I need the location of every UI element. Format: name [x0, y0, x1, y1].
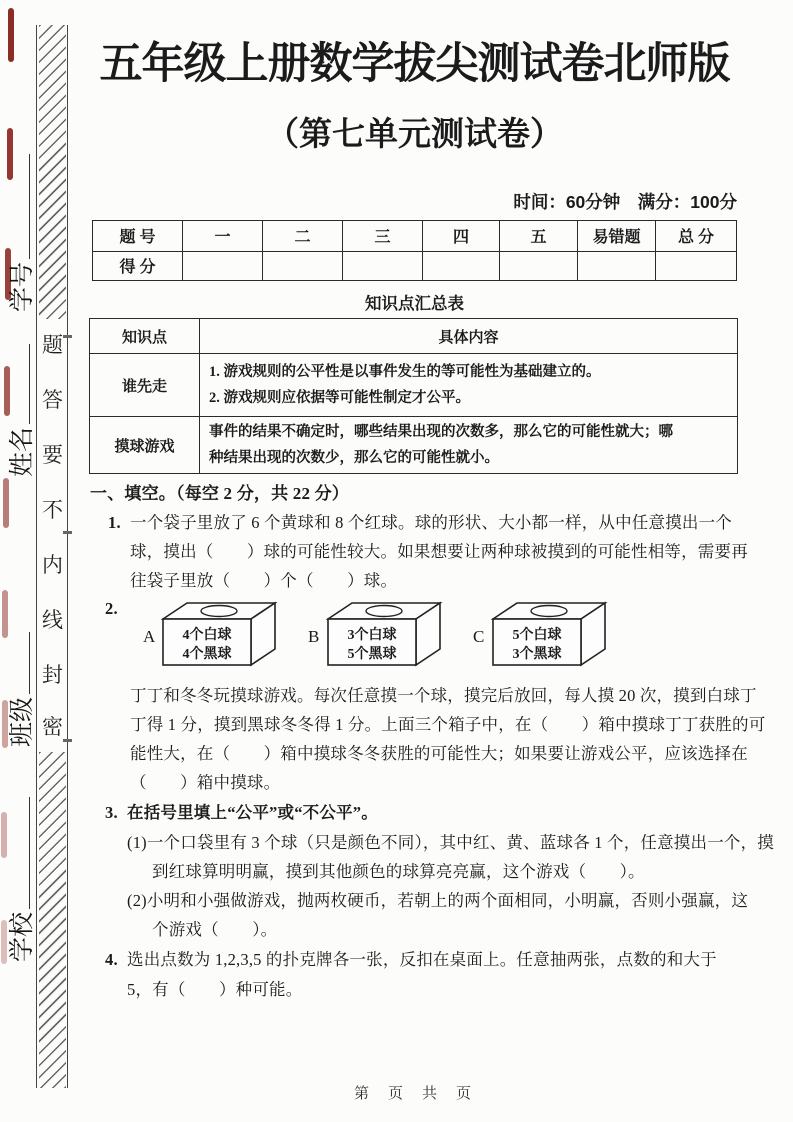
box-a-black: 4个黑球: [182, 647, 232, 662]
student-id-label: [4, 127, 34, 312]
q2-line: 丁丁和冬冬玩摸球游戏。每次任意摸一个球，摸完后放回，每人摸 20 次，摸到白球丁: [130, 686, 757, 705]
knowledge-table: [89, 318, 738, 474]
seal-char: 答: [42, 388, 63, 412]
score-empty-cell: [342, 251, 422, 281]
score-col-header: 题 号: [119, 229, 156, 247]
binding-edge-mark: [3, 478, 9, 528]
seal-char: 封: [42, 663, 63, 687]
knowledge-content: [199, 416, 737, 473]
q3-sub1-line: 到红球算明明赢，摸到其他颜色的球算亮亮赢，这个游戏（ ）。: [152, 862, 645, 881]
q4-line: 选出点数为 1,2,3,5 的扑克牌各一张，反扣在桌面上。任意抽两张，点数的和大于: [127, 950, 717, 969]
q4-number: 4.: [105, 950, 118, 969]
box-a-label: A: [143, 627, 156, 646]
page-footer: 第 页 共 页: [353, 1085, 473, 1102]
box-b-white: 3个白球: [347, 628, 397, 643]
score-table: [92, 220, 737, 281]
knowledge-content-line: 事件的结果不确定时，哪些结果出现的次数多，那么它的可能性就大；哪: [209, 424, 673, 440]
q3-sub1-line: (1)一个口袋里有 3 个球（只是颜色不同），其中红、黄、蓝球各 1 个，任意摸出一个，摸: [127, 833, 774, 852]
knowledge-col-header: 知识点: [121, 329, 167, 346]
box-b-label: B: [308, 627, 320, 646]
score-col-header: 二: [262, 221, 342, 251]
student-id-text: 学号: [9, 261, 36, 312]
score-empty-cell: [499, 251, 577, 281]
q1-line: 一个袋子里放了 6 个黄球和 8 个红球。球的形状、大小都一样，从中任意摸出一个: [130, 513, 732, 532]
seal-hatch-bottom: [39, 752, 66, 1088]
student-name-label: [4, 330, 34, 477]
box-c-white: 5个白球: [512, 628, 562, 643]
box-c-black: 3个黑球: [512, 647, 562, 662]
page-title: 五年级上册数学拔尖测试卷北师版: [99, 40, 730, 88]
score-col-header: 易错题: [577, 221, 655, 251]
seal-char: 不: [42, 498, 63, 522]
box-c-label: C: [473, 627, 485, 646]
page-subtitle: （第七单元测试卷）: [266, 115, 563, 152]
q4-line: 5，有（ ）种可能。: [127, 980, 303, 999]
ball-box-a: [161, 601, 279, 669]
box-a-white: 4个白球: [182, 628, 232, 643]
box-b-black: 5个黑球: [347, 647, 397, 662]
score-col-header: 三: [342, 221, 422, 251]
seal-char: 要: [42, 443, 63, 467]
score-col-header: 五: [499, 221, 577, 251]
seal-hatch-top: [39, 25, 66, 319]
student-id-blank: [4, 154, 30, 259]
knowledge-point: 摸球游戏: [90, 416, 199, 473]
score-row-label: 得 分: [93, 251, 182, 281]
knowledge-table-caption: 知识点汇总表: [365, 295, 464, 313]
class-blank: [4, 632, 30, 694]
knowledge-point: 谁先走: [90, 353, 199, 416]
seal-char: 密: [42, 715, 63, 739]
time-score-info: 时间：60分钟 满分：100分: [513, 192, 737, 212]
q3-sub2-line: (2)小明和小强做游戏，抛两枚硬币，若朝上的两个面相同，小明赢，否则小强赢，这: [127, 891, 749, 910]
score-empty-cell: [422, 251, 499, 281]
class-label: [4, 610, 34, 747]
fold-tick: [63, 335, 72, 338]
knowledge-content-line: 种结果出现的次数少，那么它的可能性就小。: [209, 450, 499, 466]
q2-line: （ ）箱中摸球。: [130, 773, 281, 792]
student-name-text: 姓名: [9, 426, 36, 477]
score-empty-cell: [577, 251, 655, 281]
fold-tick: [63, 739, 72, 742]
q3-number: 3.: [105, 803, 118, 822]
ball-box-b: [326, 601, 444, 669]
fold-tick: [63, 531, 72, 534]
knowledge-col-header: 具体内容: [199, 319, 737, 353]
section-one-heading: 一、填空。（每空 2 分，共 22 分）: [90, 484, 349, 503]
knowledge-content-line: 2. 游戏规则应依据等可能性制定才公平。: [209, 390, 470, 406]
binding-edge-mark: [8, 8, 14, 62]
q2-line: 能性大，在（ ）箱中摸球冬冬获胜的可能性大；如果要让游戏公平，应该选择在: [130, 744, 748, 763]
class-text: 班级: [9, 696, 36, 747]
student-name-blank: [4, 344, 30, 424]
knowledge-content: [199, 353, 737, 416]
q1-number: 1.: [108, 513, 121, 532]
school-label: [4, 780, 34, 962]
q3-heading: 在括号里填上“公平”或“不公平”。: [127, 803, 378, 822]
q1-line: 球，摸出（ ）球的可能性较大。如果想要让两种球被摸到的可能性相等，需要再: [130, 542, 748, 561]
school-blank: [4, 797, 30, 909]
school-text: 学校: [9, 911, 36, 962]
q3-sub2-line: 个游戏（ ）。: [152, 920, 278, 939]
score-empty-cell: [262, 251, 342, 281]
seal-char: 题: [42, 333, 63, 357]
q2-number: 2.: [105, 599, 118, 618]
score-col-header: 总 分: [655, 221, 736, 251]
ball-box-c: [491, 601, 609, 669]
q2-line: 丁得 1 分，摸到黑球冬冬得 1 分。上面三个箱子中，在（ ）箱中摸球丁丁获胜的可: [130, 715, 766, 734]
score-empty-cell: [182, 251, 262, 281]
seal-char: 线: [42, 608, 63, 632]
seal-char: 内: [42, 553, 63, 577]
score-col-header: 四: [422, 221, 499, 251]
score-col-header: 一: [182, 221, 262, 251]
q1-line: 往袋子里放（ ）个（ ）球。: [130, 571, 398, 590]
knowledge-content-line: 1. 游戏规则的公平性是以事件发生的等可能性为基础建立的。: [209, 364, 601, 380]
score-empty-cell: [655, 251, 736, 281]
